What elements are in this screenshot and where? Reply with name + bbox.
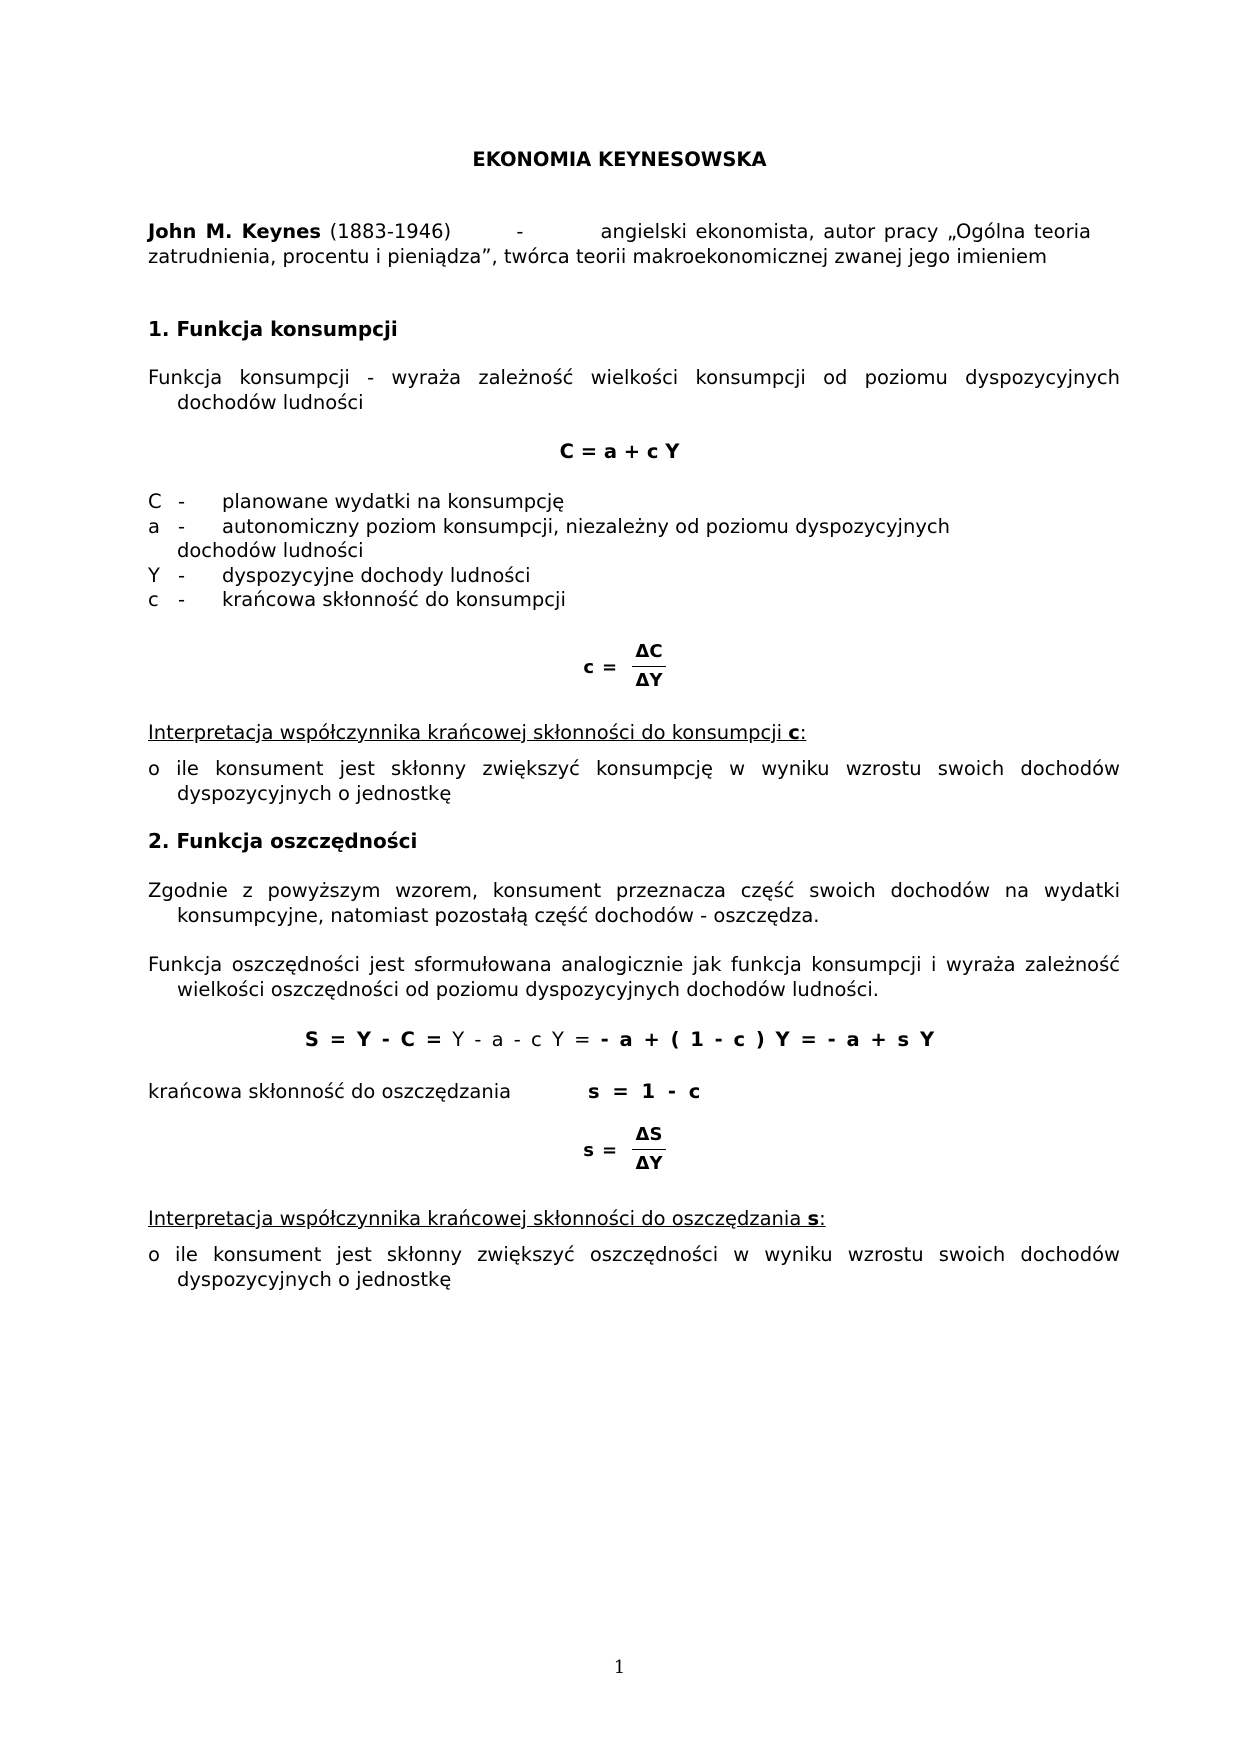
page-number: 1 (613, 1657, 626, 1678)
definition-dash: - (178, 490, 186, 513)
definition-symbol: C (148, 490, 162, 513)
definition-dash: - (178, 563, 186, 587)
fraction-denominator: ΔY (635, 1153, 663, 1174)
definition-text: krańcowa skłonność do konsumpcji (222, 588, 566, 611)
fraction-numerator: ΔS (635, 1124, 663, 1145)
intro-paragraph (148, 220, 1091, 269)
consumption-formula: C = a + c Y (559, 440, 680, 463)
author-years: (1883-1946) (329, 220, 452, 243)
document-title: EKONOMIA KEYNESOWSKA (472, 148, 767, 171)
definition-symbol: Y (148, 563, 160, 587)
interp-symbol: c (788, 721, 800, 744)
definition-row (148, 515, 1091, 564)
definition-symbol: a (148, 514, 160, 538)
fraction-bar (632, 1149, 666, 1150)
fraction-equals: = (602, 1140, 618, 1161)
fraction-equals: = (602, 657, 618, 678)
definition-dash: - (178, 514, 186, 538)
definition-row (148, 490, 1091, 515)
consumption-interpretation-text: o ile konsument jest skłonny zwiększyć konsumpcję w wyniku wzrostu swoich dochodów dyspozycyjnych o jednostkę (148, 757, 1120, 805)
interp-symbol: s (807, 1207, 820, 1230)
marginal-label: krańcowa skłonność do oszczędzania (148, 1080, 512, 1103)
fraction-lhs: c (583, 657, 594, 678)
intro-text: angielski ekonomista, autor pracy „Ogólna teoria zatrudnienia, procentu i pieniądza”, twórca teorii makroekonomicznej zwanej jego imieniem (148, 220, 1091, 268)
definition-dash: - (178, 588, 186, 611)
definition-text: autonomiczny poziom konsumpcji, niezależny od poziomu dyspozycyjnych (222, 514, 950, 538)
consumption-definition: Funkcja konsumpcji - wyraża zależność wielkości konsumpcji od poziomu dyspozycyjnych dochodów ludności (148, 366, 1120, 414)
savings-fraction (148, 1121, 1091, 1181)
savings-interpretation-label: Interpretacja współczynnika krańcowej skłonności do oszczędzania s: (148, 1207, 826, 1230)
symbol-definitions (148, 490, 1091, 613)
savings-formula: S = Y - C = Y - a - c Y = - a + ( 1 - c ) Y = - a + s Y (304, 1028, 935, 1051)
definition-row (148, 564, 1091, 589)
section-2-heading: 2. Funkcja oszczędności (148, 829, 418, 853)
author-name: John M. Keynes (148, 220, 322, 243)
fraction-numerator: ΔC (635, 641, 663, 662)
document-page (148, 0, 1120, 1754)
savings-interpretation-text: o ile konsument jest skłonny zwiększyć oszczędności w wyniku wzrostu swoich dochodów dyspozycyjnych o jednostkę (148, 1243, 1120, 1291)
consumption-fraction (148, 638, 1091, 698)
section-1-heading: 1. Funkcja konsumpcji (148, 317, 398, 341)
definition-text: planowane wydatki na konsumpcję (222, 490, 565, 513)
marginal-formula: s = 1 - c (588, 1080, 701, 1103)
fraction-denominator: ΔY (635, 670, 663, 691)
savings-paragraph-2: Funkcja oszczędności jest sformułowana analogicznie jak funkcja konsumpcji i wyraża zależność wielkości oszczędności od poziomu dyspozycyjnych dochodów ludności. (148, 953, 1120, 1001)
savings-paragraph-1: Zgodnie z powyższym wzorem, konsument przeznacza część swoich dochodów na wydatki konsumpcyjne, natomiast pozostałą część dochodów - oszczędza. (148, 879, 1120, 927)
intro-dash: - (516, 220, 524, 243)
definition-text: dyspozycyjne dochody ludności (222, 563, 531, 587)
consumption-interpretation-label: Interpretacja współczynnika krańcowej skłonności do konsumpcji c: (148, 721, 807, 744)
definition-continuation: dochodów ludności (177, 539, 364, 562)
fraction-lhs: s (583, 1140, 594, 1161)
definition-symbol: c (148, 588, 159, 611)
fraction-bar (632, 666, 666, 667)
definition-row (148, 588, 1091, 613)
